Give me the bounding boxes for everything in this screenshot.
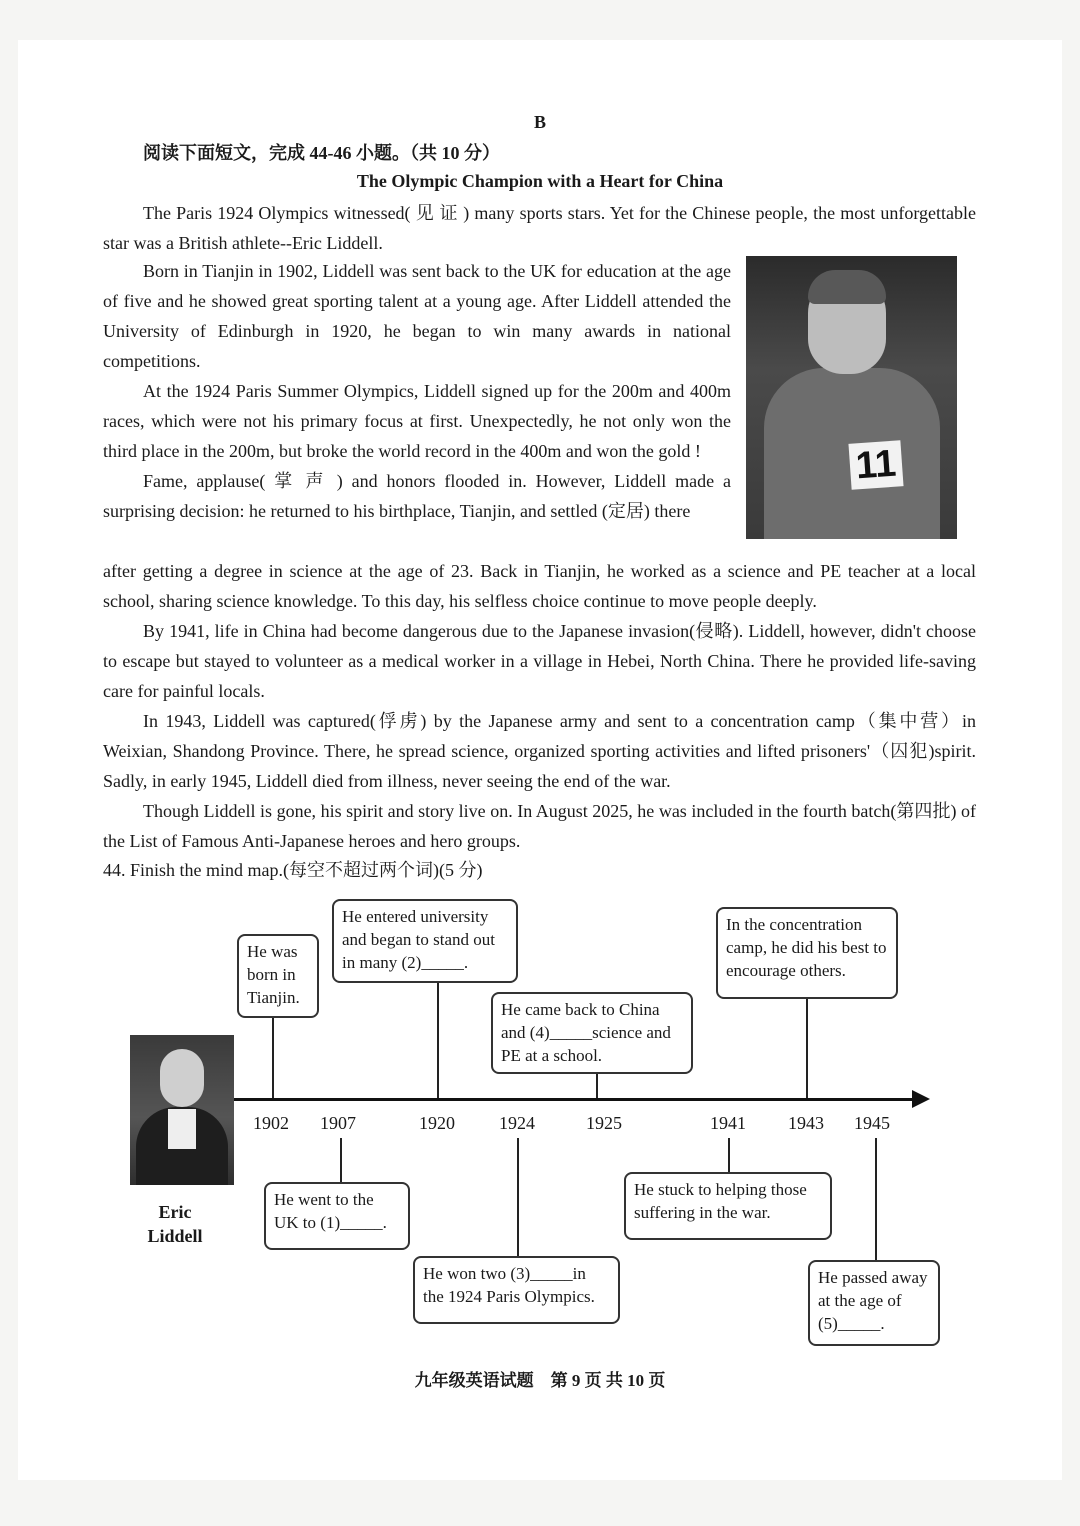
- mindmap-box-1941: He stuck to helping those suffering in the war.: [624, 1172, 832, 1240]
- paragraph-2: Born in Tianjin in 1902, Liddell was sent back to the UK for education at the age of five and he showed great sporting talent at a young age. After Liddell attended the University of Edinburgh in 1920, he began to win many awards in national competitions.: [103, 261, 731, 371]
- question-44: 44. Finish the mind map.(每空不超过两个词)(5 分): [103, 860, 483, 880]
- liddell-portrait: [130, 1035, 234, 1185]
- instruction: 阅读下面短文，完成 44-46 小题。（共 10 分）: [143, 143, 500, 163]
- paragraph-4-part1: Fame, applause( 掌 声 ) and honors flooded in. However, Liddell made a surprising decision: he returned to his birthplace, Tianjin, and settled (定居) there: [103, 471, 731, 521]
- connector-1943: [806, 998, 808, 1098]
- year-1902: 1902: [253, 1113, 289, 1133]
- connector-1902: [272, 1018, 274, 1098]
- connector-1920: [437, 982, 439, 1098]
- year-1925: 1925: [586, 1113, 622, 1133]
- mindmap-box-1925[interactable]: He came back to China and (4)_____science and PE at a school.: [491, 992, 693, 1074]
- paragraph-6: In 1943, Liddell was captured(俘虏) by the Japanese army and sent to a concentration camp（集中营）in Weixian, Shandong Province. There, he spread science, organized sporting activities and lifted prisoners'（囚犯)spirit. Sadly, in early 1945, Liddell died from illness, never seeing the end of the war.: [103, 711, 976, 791]
- photo-hair: [808, 270, 886, 304]
- paragraph-4-part2: after getting a degree in science at the age of 23. Back in Tianjin, he worked as a science and PE teacher at a local school, sharing science knowledge. To this day, his selfless choice continue to move people deeply.: [103, 561, 976, 611]
- paragraph-5: By 1941, life in China had become dangerous due to the Japanese invasion(侵略). Liddell, however, didn't choose to escape but stayed to volunteer as a medical worker in a village in Hebei, North China. There he provided life-saving care for painful locals.: [103, 621, 976, 701]
- timeline-axis: [234, 1098, 918, 1101]
- section-letter: B: [533, 112, 546, 132]
- connector-1925: [596, 1073, 598, 1098]
- race-number-bib: 11: [848, 440, 903, 490]
- mindmap-box-1924[interactable]: He won two (3)_____in the 1924 Paris Olympics.: [413, 1256, 620, 1324]
- connector-1945: [875, 1138, 877, 1260]
- mindmap-box-1907[interactable]: He went to the UK to (1)_____.: [264, 1182, 410, 1250]
- year-1943: 1943: [788, 1113, 824, 1133]
- liddell-name-label: Eric Liddell: [147, 1202, 203, 1246]
- year-1945: 1945: [854, 1113, 890, 1133]
- mindmap-box-1920[interactable]: He entered university and began to stand out in many (2)_____.: [332, 899, 518, 983]
- year-1924: 1924: [499, 1113, 535, 1133]
- page-footer: 九年级英语试题 第 9 页 共 10 页: [414, 1371, 666, 1390]
- year-1907: 1907: [320, 1113, 356, 1133]
- portrait-collar: [168, 1109, 196, 1149]
- paragraph-wrap-block: [103, 256, 731, 526]
- mindmap-box-1945[interactable]: He passed away at the age of (5)_____.: [808, 1260, 940, 1346]
- mindmap-box-1943: In the concentration camp, he did his best to encourage others.: [716, 907, 898, 999]
- connector-1907: [340, 1138, 342, 1182]
- portrait-face: [160, 1049, 204, 1107]
- connector-1924: [517, 1138, 519, 1256]
- liddell-running-photo: [746, 256, 957, 539]
- paragraph-1: The Paris 1924 Olympics witnessed( 见 证 ) many sports stars. Yet for the Chinese people, the most unforgettable star was a British athlete--Eric Liddell.: [103, 203, 976, 253]
- timeline-arrowhead: [912, 1090, 930, 1108]
- paragraph-3: At the 1924 Paris Summer Olympics, Liddell signed up for the 200m and 400m races, which were not his primary focus at first. Unexpectedly, he not only won the third place in the 200m, but broke the world record in the 400m and won the gold !: [103, 381, 731, 461]
- passage-title: The Olympic Champion with a Heart for China: [356, 171, 724, 191]
- year-1941: 1941: [710, 1113, 746, 1133]
- paragraph-7: Though Liddell is gone, his spirit and story live on. In August 2025, he was included in the fourth batch(第四批) of the List of Famous Anti-Japanese heroes and hero groups.: [103, 801, 976, 851]
- connector-1941: [728, 1138, 730, 1172]
- year-1920: 1920: [419, 1113, 455, 1133]
- mindmap-box-1902: He was born in Tianjin.: [237, 934, 319, 1018]
